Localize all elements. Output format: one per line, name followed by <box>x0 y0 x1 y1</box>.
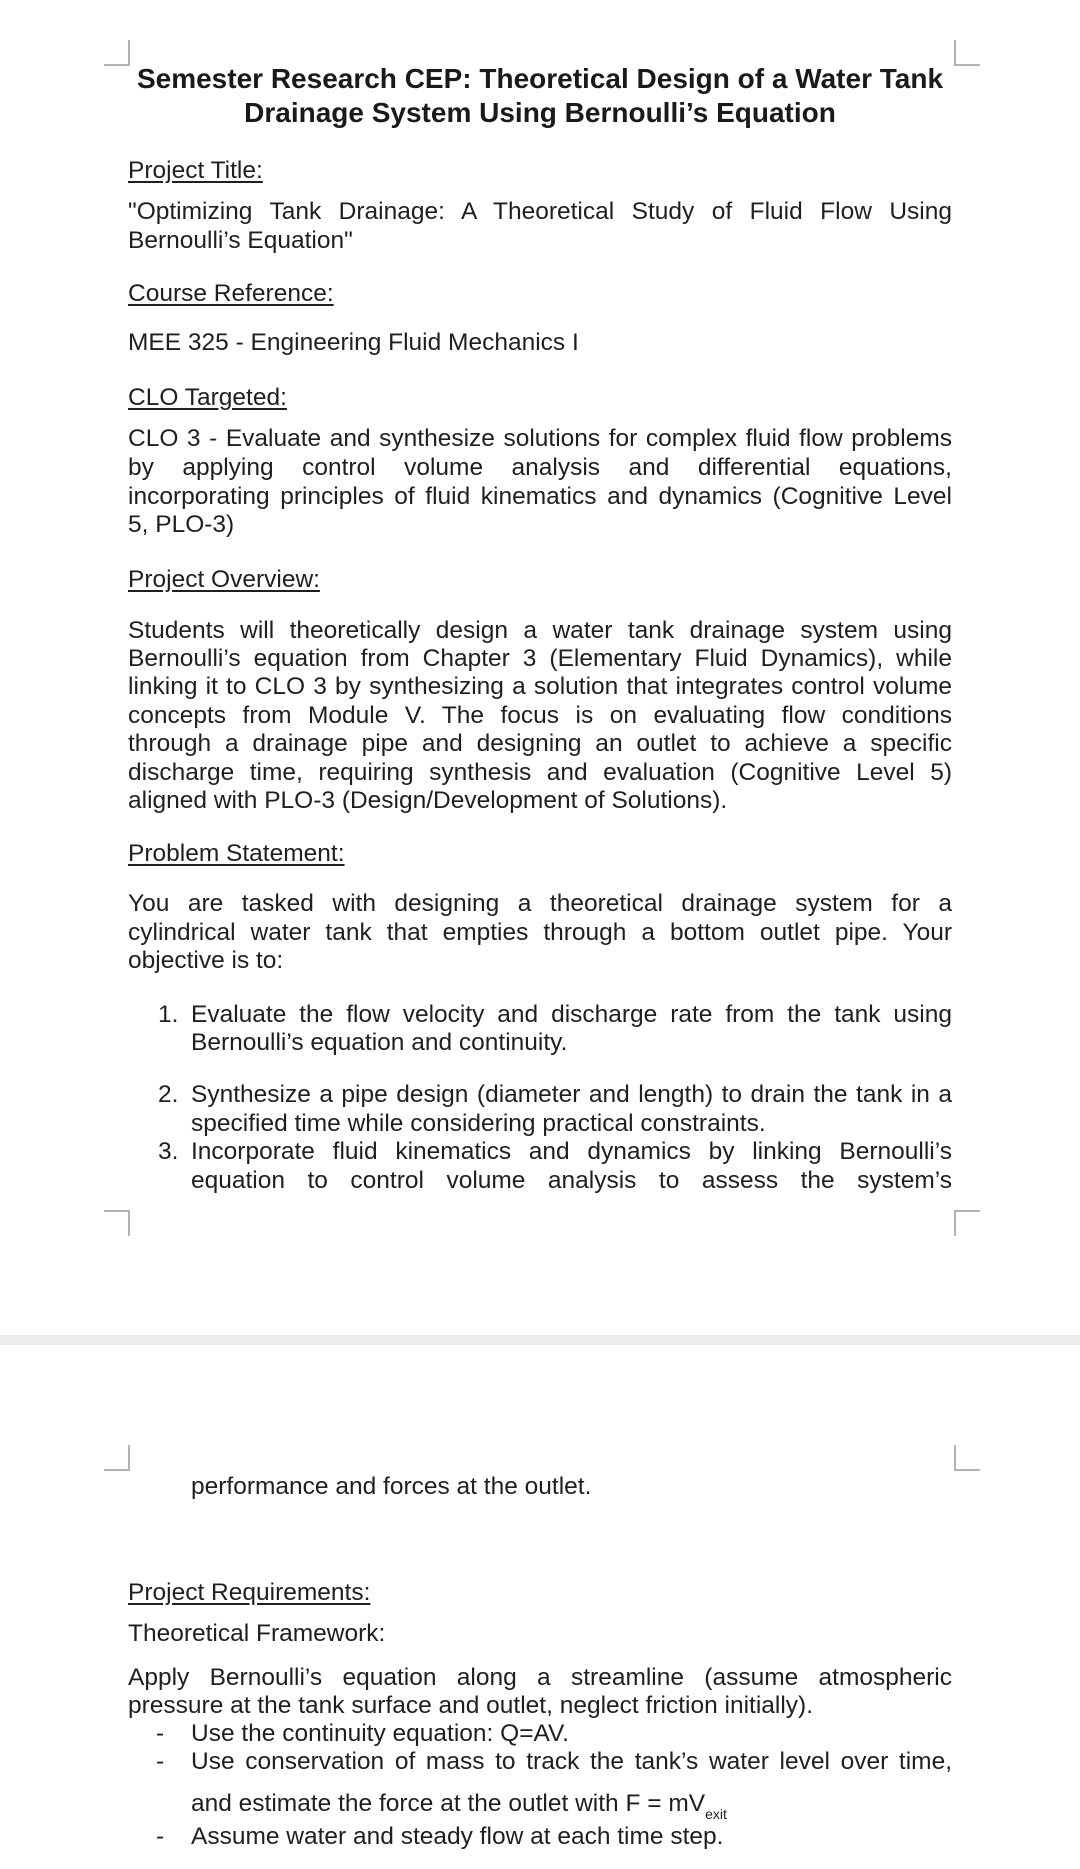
document-title <box>128 62 952 130</box>
bullet-1-text: Use the continuity equation: Q=AV. <box>191 1720 569 1747</box>
bullet-1-marker: - <box>156 1720 165 1747</box>
page-break <box>0 1335 1080 1345</box>
requirements-line-2: pressure at the tank surface and outlet, neglect friction initially). <box>128 1692 813 1719</box>
project-requirements-heading: Project Requirements: <box>128 1579 371 1606</box>
project-overview-heading: Project Overview: <box>128 566 320 593</box>
overview-line-1: Students will theoretically design a water tank drainage system using <box>128 617 952 644</box>
clo-line-4: 5, PLO-3) <box>128 511 235 538</box>
problem-line-3: objective is to: <box>128 947 284 974</box>
title-line-2: Drainage System Using Bernoulli’s Equation <box>244 97 836 128</box>
clo-line-3: incorporating principles of fluid kinematics and dynamics (Cognitive Level <box>128 483 952 510</box>
clo-targeted-heading: CLO Targeted: <box>128 384 287 411</box>
title-line-1: Semester Research CEP: Theoretical Design of a Water Tank <box>136 63 944 94</box>
clo-line-2: by applying control volume analysis and differential equations, <box>128 454 952 481</box>
crop-mark-top-right <box>954 1445 980 1471</box>
bullet-3-marker: - <box>156 1823 165 1850</box>
overview-line-6: discharge time, requiring synthesis and evaluation (Cognitive Level 5) <box>128 759 952 786</box>
bullet-2-marker: - <box>156 1748 165 1775</box>
list-item-3-line-2: equation to control volume analysis to assess the system’s <box>191 1167 952 1194</box>
clo-line-1: CLO 3 - Evaluate and synthesize solutions for complex fluid flow problems <box>128 425 952 452</box>
overview-line-2: Bernoulli’s equation from Chapter 3 (Elementary Fluid Dynamics), while <box>128 645 952 672</box>
crop-mark-top-right <box>954 40 980 66</box>
list-item-1-number: 1. <box>158 1001 179 1028</box>
list-item-3-line-3: performance and forces at the outlet. <box>191 1473 592 1500</box>
course-reference-heading: Course Reference: <box>128 280 334 307</box>
bullet-3-text: Assume water and steady flow at each time step. <box>191 1823 724 1850</box>
bullet-2-line-1: Use conservation of mass to track the tank’s water level over time, <box>191 1748 952 1775</box>
course-reference-text: MEE 325 - Engineering Fluid Mechanics I <box>128 329 579 356</box>
crop-mark-bottom-right <box>954 1210 980 1236</box>
crop-mark-top-left <box>104 40 130 66</box>
crop-mark-top-left <box>104 1445 130 1471</box>
overview-line-7: aligned with PLO-3 (Design/Development of Solutions). <box>128 787 728 814</box>
problem-statement-heading: Problem Statement: <box>128 840 345 867</box>
force-equation-text: and estimate the force at the outlet with F = m <box>191 1790 689 1817</box>
project-title-line-1: "Optimizing Tank Drainage: A Theoretical Study of Fluid Flow Using <box>128 198 952 225</box>
velocity-symbol: V <box>688 1790 706 1817</box>
crop-mark-bottom-left <box>104 1210 130 1236</box>
overview-line-5: through a drainage pipe and designing an outlet to achieve a specific <box>128 730 952 757</box>
list-item-2-line-2: specified time while considering practical constraints. <box>191 1110 766 1137</box>
exit-subscript: exit <box>705 1806 727 1822</box>
problem-line-2: cylindrical water tank that empties through a bottom outlet pipe. Your <box>128 919 952 946</box>
overview-line-3: linking it to CLO 3 by synthesizing a solution that integrates control volume <box>128 673 952 700</box>
list-item-1-line-1: Evaluate the flow velocity and discharge rate from the tank using <box>191 1001 952 1028</box>
list-item-1-line-2: Bernoulli’s equation and continuity. <box>191 1029 568 1056</box>
project-title-heading: Project Title: <box>128 157 263 184</box>
theoretical-framework-subheading: Theoretical Framework: <box>128 1620 386 1647</box>
document-page-2 <box>0 1345 1080 1869</box>
overview-line-4: concepts from Module V. The focus is on evaluating flow conditions <box>128 702 952 729</box>
requirements-line-1: Apply Bernoulli’s equation along a streamline (assume atmospheric <box>128 1664 952 1691</box>
list-item-3-line-1: Incorporate fluid kinematics and dynamics by linking Bernoulli’s <box>191 1138 952 1165</box>
problem-line-1: You are tasked with designing a theoretical drainage system for a <box>128 890 952 917</box>
list-item-2-number: 2. <box>158 1081 179 1108</box>
list-item-3-number: 3. <box>158 1138 179 1165</box>
project-title-line-2: Bernoulli’s Equation" <box>128 227 353 254</box>
list-item-2-line-1: Synthesize a pipe design (diameter and length) to drain the tank in a <box>191 1081 952 1108</box>
